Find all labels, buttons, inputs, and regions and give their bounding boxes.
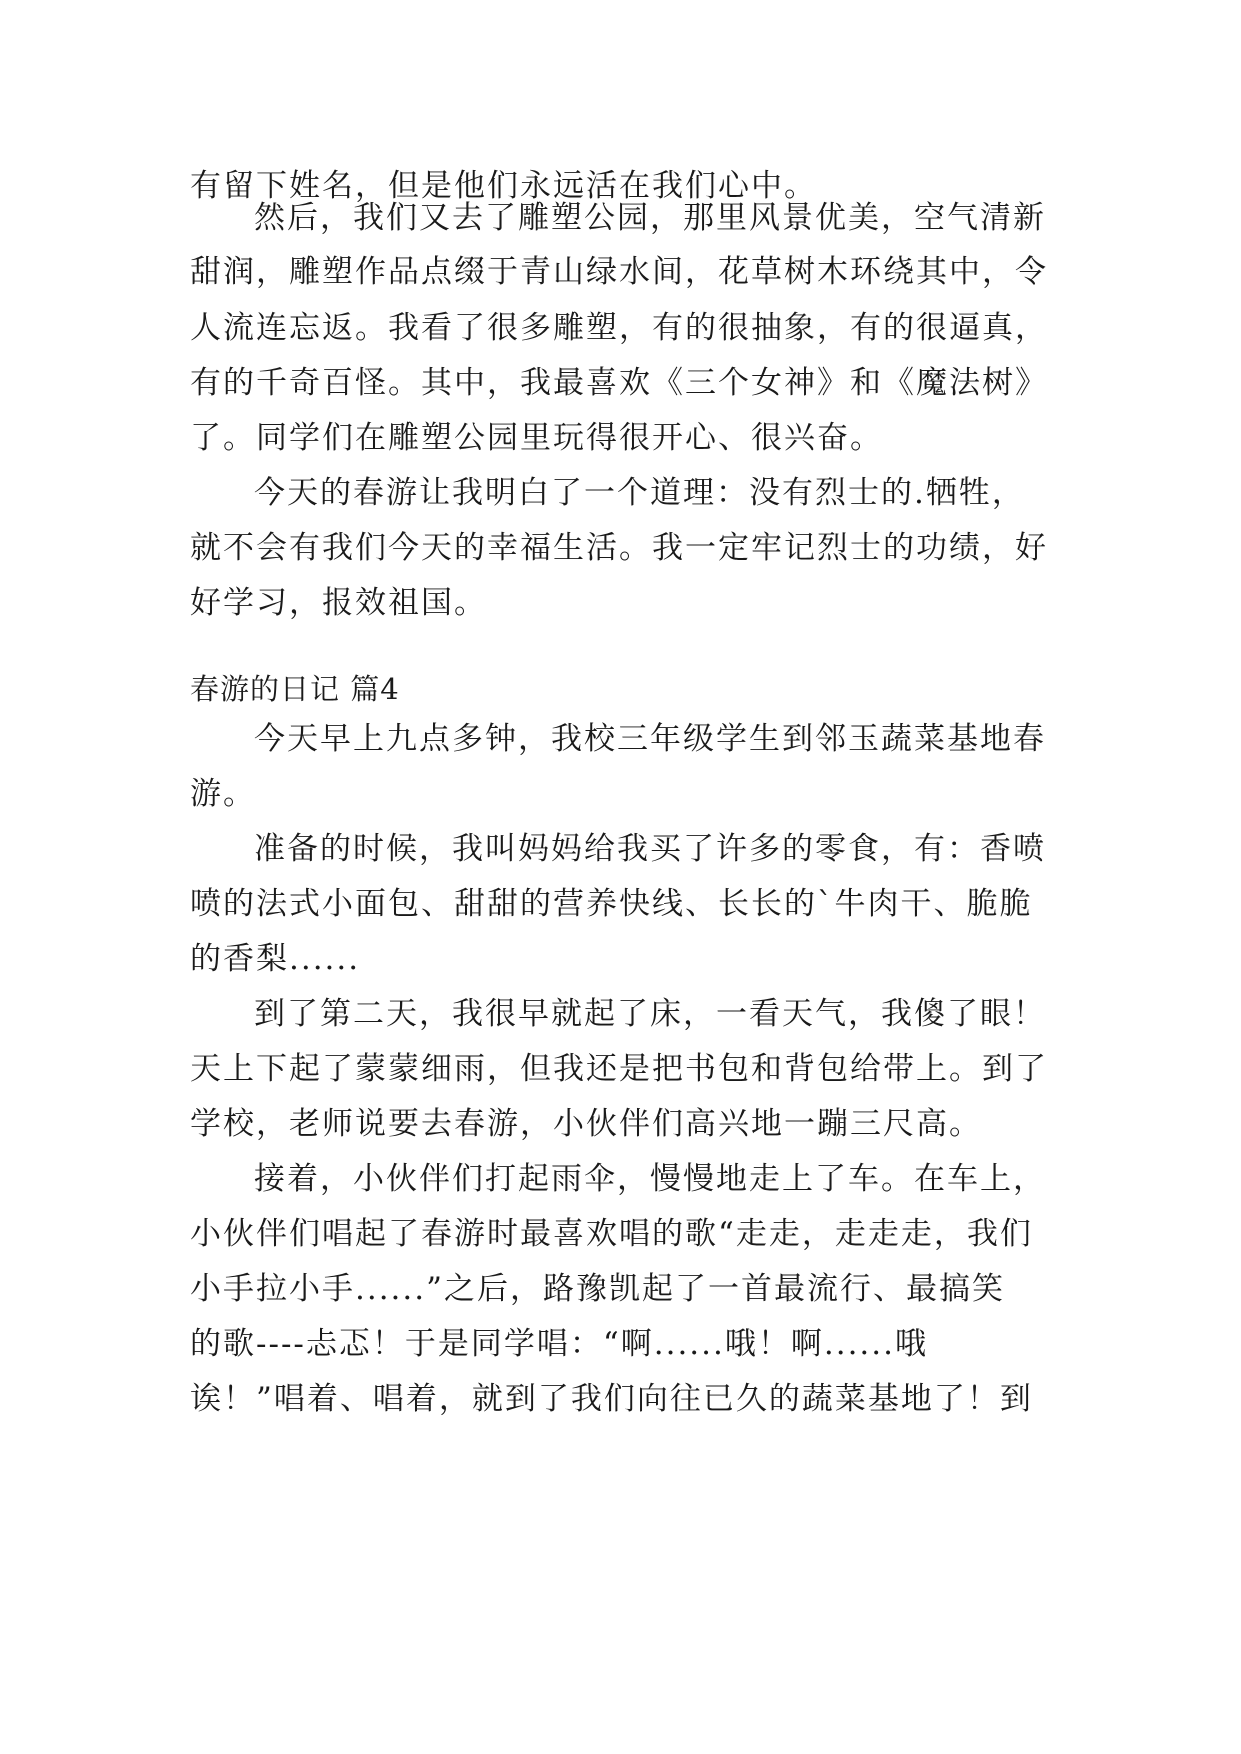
paragraph-line: 然后，我们又去了雕塑公园，那里风景优美，空气清新	[254, 200, 1046, 236]
paragraph-line: 小手拉小手......”之后，路豫凯起了一首最流行、最搞笑	[190, 1271, 1005, 1307]
paragraph-line: 诶！”唱着、唱着，就到了我们向往已久的蔬菜基地了！到	[190, 1381, 1033, 1417]
paragraph-line: 有的千奇百怪。其中，我最喜欢《三个女神》和《魔法树》	[190, 365, 1048, 401]
paragraph-line: 游。	[190, 776, 256, 812]
paragraph-line: 的歌----忐忑！于是同学唱：“啊......哦！啊......哦	[190, 1326, 928, 1362]
paragraph-line: 小伙伴们唱起了春游时最喜欢唱的歌“走走，走走走，我们	[190, 1216, 1033, 1252]
paragraph-line: 到了第二天，我很早就起了床，一看天气，我傻了眼！	[254, 996, 1046, 1032]
paragraph-line: 今天的春游让我明白了一个道理：没有烈士的.牺牲，	[254, 475, 1025, 511]
paragraph-line: 人流连忘返。我看了很多雕塑，有的很抽象，有的很逼真，	[190, 310, 1048, 346]
paragraph-line: 学校，老师说要去春游，小伙伴们高兴地一蹦三尺高。	[190, 1106, 982, 1142]
paragraph-line: 有留下姓名，但是他们永远活在我们心中。	[190, 168, 817, 204]
paragraph-line: 了。同学们在雕塑公园里玩得很开心、很兴奋。	[190, 420, 883, 456]
paragraph-line: 今天早上九点多钟，我校三年级学生到邻玉蔬菜基地春	[254, 721, 1046, 757]
paragraph-line: 好学习，报效祖国。	[190, 585, 487, 621]
paragraph-line: 喷的法式小面包、甜甜的营养快线、长长的`牛肉干、脆脆	[190, 886, 1033, 922]
paragraph-line: 的香梨......	[190, 941, 361, 977]
paragraph-line: 甜润，雕塑作品点缀于青山绿水间，花草树木环绕其中，令	[190, 254, 1048, 290]
paragraph-line: 接着，小伙伴们打起雨伞，慢慢地走上了车。在车上，	[254, 1161, 1046, 1197]
paragraph-line: 就不会有我们今天的幸福生活。我一定牢记烈士的功绩，好	[190, 530, 1048, 566]
paragraph-line: 准备的时候，我叫妈妈给我买了许多的零食，有：香喷	[254, 831, 1046, 867]
paragraph-line: 天上下起了蒙蒙细雨，但我还是把书包和背包给带上。到了	[190, 1051, 1048, 1087]
article-title: 春游的日记 篇4	[190, 672, 400, 706]
